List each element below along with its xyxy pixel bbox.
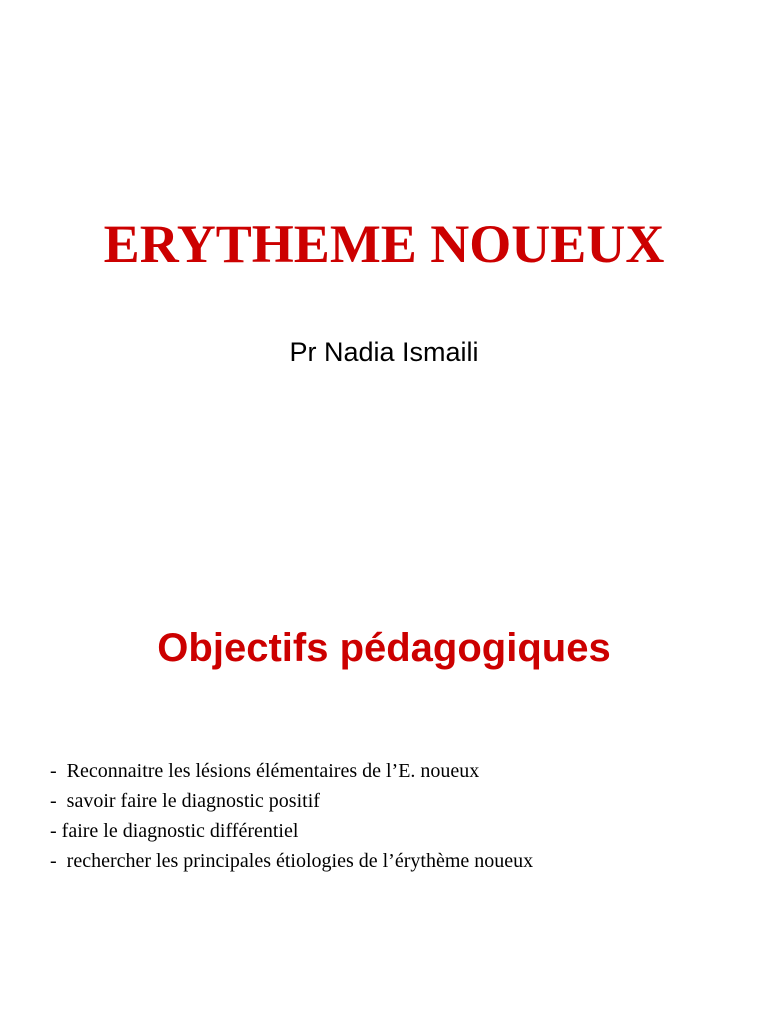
- objectives-list: [50, 756, 750, 876]
- objective-item: - Reconnaitre les lésions élémentaires de l’E. noueux: [50, 760, 480, 782]
- section-heading: Objectifs pédagogiques: [157, 626, 611, 670]
- objective-item: - faire le diagnostic différentiel: [50, 820, 299, 842]
- slide-title: ERYTHEME NOUEUX: [103, 214, 665, 274]
- objective-item: - savoir faire le diagnostic positif: [50, 790, 320, 812]
- author-name: Pr Nadia Ismaili: [289, 337, 479, 367]
- objective-item: - rechercher les principales étiologies de l’érythème noueux: [50, 850, 534, 872]
